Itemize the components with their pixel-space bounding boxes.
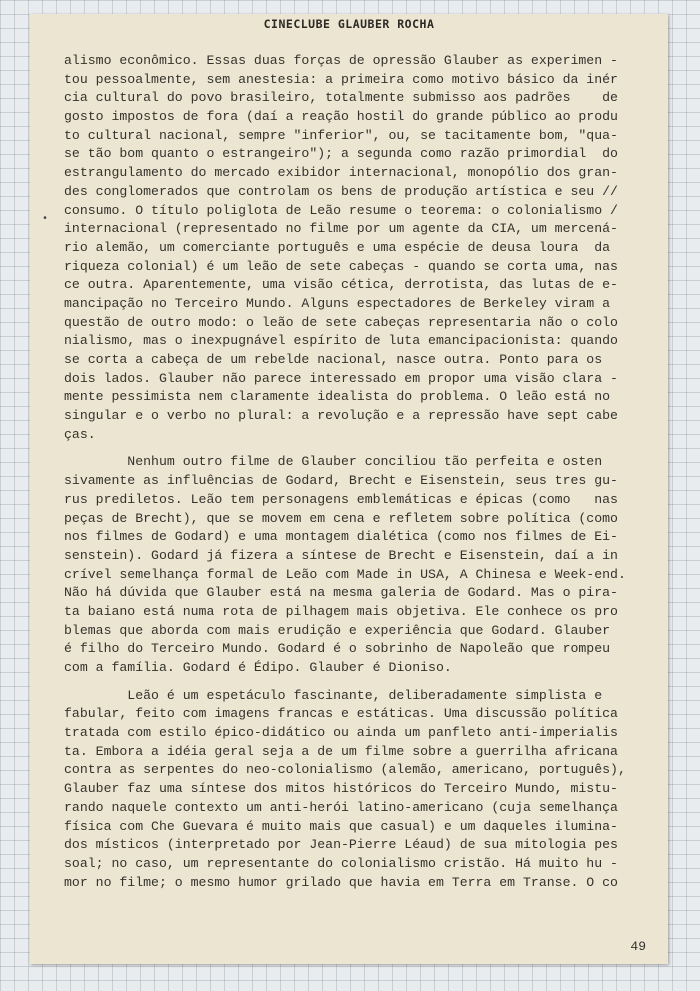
- text-line: gosto impostos de fora (daí a reação hostil do grande público ao produ: [64, 109, 618, 125]
- text-line: rio alemão, um comerciante português e uma espécie de deusa loura da: [64, 239, 611, 255]
- text-line: ce outra. Aparentemente, uma visão cética, derrotista, das lutas de e-: [64, 277, 618, 293]
- text-line: soal; no caso, um representante do colonialismo cristão. Há muito hu -: [64, 855, 618, 871]
- text-line: Não há dúvida que Glauber está na mesma galeria de Godard. Mas o pira-: [64, 585, 618, 601]
- text-line: crível semelhança formal de Leão com Made in USA, A Chinesa e Week-end.: [64, 566, 626, 582]
- text-line: Leão é um espetáculo fascinante, deliberadamente simplista e: [64, 687, 603, 703]
- text-line: ta. Embora a idéia geral seja a de um filme sobre a guerrilha africana: [64, 743, 618, 759]
- margin-mark: •: [42, 214, 49, 225]
- text-line: consumo. O título poliglota de Leão resume o teorema: o colonialismo /: [64, 202, 618, 218]
- text-line: tou pessoalmente, sem anestesia: a primeira como motivo básico da inér: [64, 71, 618, 87]
- text-line: se tão bom quanto o estrangeiro"); a segunda como razão primordial do: [64, 146, 618, 162]
- text-line: alismo econômico. Essas duas forças de opressão Glauber as experimen -: [64, 53, 618, 68]
- text-line: blemas que aborda com mais erudição e experiência que Godard. Glauber: [64, 622, 611, 638]
- text-line: des conglomerados que controlam os bens de produção artística e seu //: [64, 183, 618, 199]
- text-line: Glauber faz uma síntese dos mitos históricos do Terceiro Mundo, mistu-: [64, 781, 618, 797]
- text-line: estrangulamento do mercado exibidor internacional, monopólio dos gran-: [64, 165, 618, 181]
- text-line: rus prediletos. Leão tem personagens emblemáticas e épicas (como nas: [64, 491, 618, 507]
- text-line: to cultural nacional, sempre "inferior", ou, se tacitamente bom, "qua-: [64, 127, 618, 143]
- text-line: nos filmes de Godard) e uma montagem dialética (como nos filmes de Ei-: [64, 529, 618, 545]
- text-line: se corta a cabeça de um rebelde nacional, nasce outra. Ponto para os: [64, 352, 603, 367]
- text-line: nialismo, mas o inexpugnável espírito de luta emancipacionista: quando: [64, 333, 618, 349]
- text-line: tratada com estilo épico-didático ou ainda um panfleto anti-imperialis: [64, 725, 618, 741]
- text-line: mente pessimista nem claramente idealista do problema. O leão está no: [64, 389, 611, 405]
- page-body-text: [64, 52, 639, 892]
- text-line: questão de outro modo: o leão de sete cabeças representaria não o colo: [64, 314, 618, 330]
- text-line: internacional (representado no filme por um agente da CIA, um mercená-: [64, 221, 618, 237]
- text-line: peças de Brecht), que se movem em cena e refletem sobre política (como: [64, 510, 618, 526]
- text-line: cia cultural do povo brasileiro, totalmente submisso aos padrões de: [64, 90, 618, 106]
- text-line: ças.: [64, 426, 96, 442]
- text-line: sivamente as influências de Godard, Brecht e Eisenstein, seus tres gu-: [64, 473, 618, 489]
- text-line: ta baiano está numa rota de pilhagem mais objetiva. Ele conhece os pro: [64, 603, 618, 619]
- text-line: senstein). Godard já fizera a síntese de Brecht e Eisenstein, daí a in: [64, 547, 618, 563]
- paragraph-gap: [64, 678, 639, 687]
- text-line: singular e o verbo no plural: a revolução e a repressão have sept cabe: [64, 408, 618, 424]
- text-line: mancipação no Terceiro Mundo. Alguns espectadores de Berkeley viram a: [64, 295, 611, 311]
- page-header: CINECLUBE GLAUBER ROCHA: [263, 17, 435, 31]
- text-line: riqueza colonial) é um leão de sete cabeças - quando se corta uma, nas: [64, 258, 618, 274]
- typewritten-page: [30, 14, 668, 964]
- text-line: fabular, feito com imagens francas e estáticas. Uma discussão política: [64, 706, 618, 722]
- paragraph-gap: [64, 444, 639, 453]
- text-line: é filho do Terceiro Mundo. Godard é o sobrinho de Napoleão que rompeu: [64, 641, 611, 657]
- text-line: mor no filme; o mesmo humor grilado que havia em Terra em Transe. O co: [64, 874, 618, 890]
- page-number: 49: [630, 939, 646, 954]
- text-line: com a família. Godard é Édipo. Glauber é Dioniso.: [64, 660, 452, 675]
- text-line: física com Che Guevara é muito mais que casual) e um daqueles ilumina-: [64, 818, 618, 834]
- text-line: Nenhum outro filme de Glauber conciliou tão perfeita e osten: [64, 454, 603, 470]
- text-line: dos místicos (interpretado por Jean-Pierre Léaud) de sua mitologia pes: [64, 837, 618, 853]
- text-line: rando naquele contexto um anti-herói latino-americano (cuja semelhança: [64, 799, 618, 815]
- text-line: contra as serpentes do neo-colonialismo (alemão, americano, português),: [64, 762, 626, 778]
- text-line: dois lados. Glauber não parece interessado em propor uma visão clara -: [64, 370, 618, 386]
